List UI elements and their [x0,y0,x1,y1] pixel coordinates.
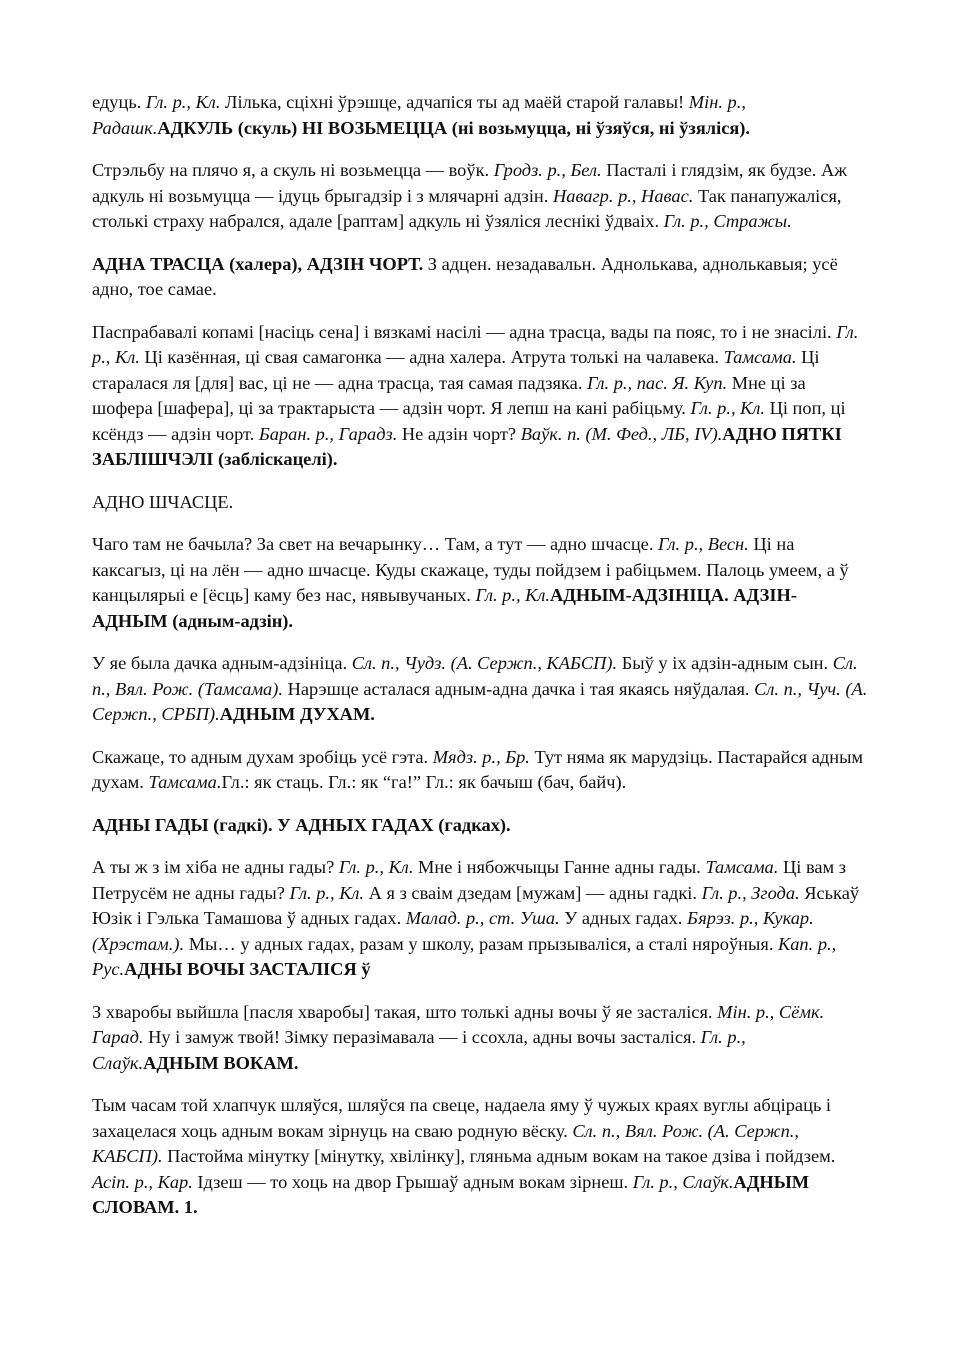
source-reference: Мін. р., Сёмк. Гарад. [92,1001,825,1047]
source-reference: Сл. п., Вял. Рож. (Тамсама). [92,653,858,699]
text-run: Ну і замуж твой! Зімку перазімавала — і ссохла, адны вочы засталіся. [143,1027,701,1047]
source-reference: Малад. р., ст. Уша. [405,908,560,928]
text-run: Тут няма як марудзіць. Пастарайся адным духам. [92,746,864,792]
source-reference: Гл. р., Весн. [658,534,749,554]
text-run: Мне ці за шофера [шафера], ці за трактарыста — адзін чорт. Я лепш на кані рабіцьму. [92,372,806,418]
source-reference: Гродз. р., Бел. [493,160,602,180]
text-run: Ці казённая, ці свая самагонка — адна халера. Атрута толькі на чалавека. [139,347,724,367]
paragraph [92,158,868,235]
entry-headword: АДНО ПЯТКІ ЗАБЛІШЧЭЛІ (заблiскацелі). [92,423,842,469]
source-reference: Тамсама. [723,347,797,367]
paragraph [92,320,868,473]
source-reference: Тамсама. [705,857,779,877]
source-reference: Гл. р., пас. Я. Куп. [587,372,728,393]
entry-headword: АДНЫМ ДУХАМ. [219,704,375,724]
source-reference: Бярэз. р., Кукар. (Хрэстам.). [92,908,814,954]
source-reference: Навагр. р., Навас. [552,185,694,206]
source-reference: Гл. р., Слаўк. [632,1171,734,1192]
paragraph [92,813,868,839]
entry-headword: АДНА ТРАСЦА (халера), АДЗІН ЧОРТ. [92,253,424,274]
source-reference: Асіп. р., Кар. [92,1171,193,1192]
source-reference: Гл. р., Кл. [475,585,550,605]
source-reference: Сл. п., Чудз. (А. Сержп., КАБСП). [351,653,618,673]
text-run: З адцен. незадавальн. Аднолькава, аднолькавыя; усё адно, тое самае. [92,253,838,299]
source-reference: Гл. р., Згода. [701,882,800,903]
source-reference: Сл. п., Чуч. (А. Сержп., СРБП). [92,678,868,724]
entry-headword: АДНЫМ СЛОВАМ. 1. [92,1171,810,1217]
text-run: АДНО ШЧАСЦЕ. [92,491,234,512]
source-reference: Мін. р., Радашк. [92,92,746,138]
document-body [92,90,868,1221]
text-run: Мне і нябожчыцы Ганне адны гады. [413,857,706,877]
source-reference: Гл. р., Кл. [338,857,414,877]
source-reference: Тамсама. [148,772,222,792]
text-run: Не адзін чорт? [397,423,521,444]
text-run: Ці старалася ля [для] вас, ці не — адна трасца, тая самая падзяка. [92,347,820,393]
paragraph [92,1000,868,1077]
entry-headword: АДНЫ ВОЧЫ ЗАСТАЛІСЯ ў [124,959,371,979]
source-reference: Гл. р., Кл. [289,882,365,903]
source-reference: Ваўк. п. (М. Фед., ЛБ, IV). [520,423,723,444]
paragraph [92,855,868,983]
source-reference: Гл. р., Стражы. [663,211,792,231]
entry-headword: АДНЫМ-АДЗІНІЦА. АДЗІН-АДНЫМ (адным-адзін). [92,585,797,631]
text-run: Лілька, сціхні ўрэшце, адчапіся ты ад маёй старой галавы! [220,92,689,112]
source-reference: Кап. р., Рус. [92,933,837,979]
text-run: Ці поп, ці ксёндз — адзін чорт. [92,398,846,444]
text-run: Ці вам з Петрусём не адны гады? [92,857,847,903]
text-run: Стрэльбу на плячо я, а скуль ні возьмецца — воўк. [92,160,494,180]
text-run: Ідзеш — то хоць на двор Грышаў адным вокам зірнеш. [192,1171,633,1192]
source-reference: Сл. п., Вял. Рож. (А. Сержп., КАБСП). [92,1120,799,1166]
paragraph [92,252,868,303]
paragraph [92,745,868,796]
paragraph [92,532,868,634]
text-run: У адных гадах. [559,908,687,928]
text-run: Яськаў Юзік і Гэлька Тамашова ў адных гадах. [92,882,860,928]
text-run: А ты ж з ім хіба не адны гады? [92,857,339,877]
text-run: З хваробы выйшла [пасля хваробы] такая, што толькі адны вочы ў яе засталіся. [92,1001,718,1022]
source-reference: Гл. р., Кл. [92,321,859,367]
text-run: Мы… у адных гадах, разам у школу, разам прызываліся, а сталі няроўныя. [184,933,779,954]
entry-headword: АДНЫМ ВОКАМ. [143,1052,299,1073]
text-run: У яе была дачка адным-адзініца. [92,653,352,673]
paragraph [92,490,868,516]
paragraph [92,90,868,141]
text-run: Ці на каксагыз, ці на лён — адно шчасце. Куды скажаце, туды пойдзем і рабіцьмем. Палоць умеем, а ў канцылярыі е [ёсць] каму без нас, нявывучаных. [92,534,849,605]
paragraph [92,651,868,728]
text-run: Гл.: як стаць. Гл.: як “га!” Гл.: як бачыш (бач, байч). [221,772,627,792]
text-run: едуць. [92,92,146,112]
text-run: Так панапужаліся, столькі страху набрался, адале [раптам] адкуль ні ўзяліся леснікі ўдваіх. [92,185,842,231]
paragraph [92,1093,868,1221]
entry-headword: АДНЫ ГАДЫ (гадкі). У АДНЫХ ГАДАХ (гадках). [92,814,511,835]
text-run: Быў у іх адзін-адным сын. [617,653,833,673]
source-reference: Мядз. р., Бр. [432,746,530,767]
text-run: Скажаце, то адным духам зробіць усё гэта. [92,746,433,767]
text-run: Паспрабавалі копамі [насіць сена] і вязкамі насілі — адна трасца, вады па пояс, то і не знасілі. [92,321,837,342]
source-reference: Гл. р., Слаўк. [92,1027,746,1073]
text-run: Тым часам той хлапчук шляўся, шляўся па свеце, надаела яму ў чужых краях вуглы абціраць і захацелася хоць адным вокам зірнуць на сваю родную вёску. [92,1095,832,1141]
source-reference: Гл. р., Кл. [145,92,221,112]
source-reference: Гл. р., Кл. [690,398,765,418]
text-run: Нарэшце асталася адным-адна дачка і тая якаясь няўдалая. [282,678,755,699]
text-run: Чаго там не бачыла? За свет на вечарынку… Там, а тут — адно шчасце. [92,534,659,554]
text-run: А я з сваім дзедам [мужам] — адны гадкі. [364,882,702,903]
text-run: Пастойма мінутку [мінутку, хвілінку], гляньма адным вокам на такое дзіва і пойдзем. [162,1146,836,1166]
source-reference: Баран. р., Гарадз. [258,423,398,444]
text-run: Пасталі і глядзім, як будзе. Аж адкуль ні возьмуцца — ідуць брыгадзір і з млячарні адзін. [92,160,847,206]
entry-headword: АДКУЛЬ (скуль) НІ ВОЗЬМЕЦЦА (ні возьмуцца, ні ўзяўся, ні ўзяліся). [157,117,751,138]
